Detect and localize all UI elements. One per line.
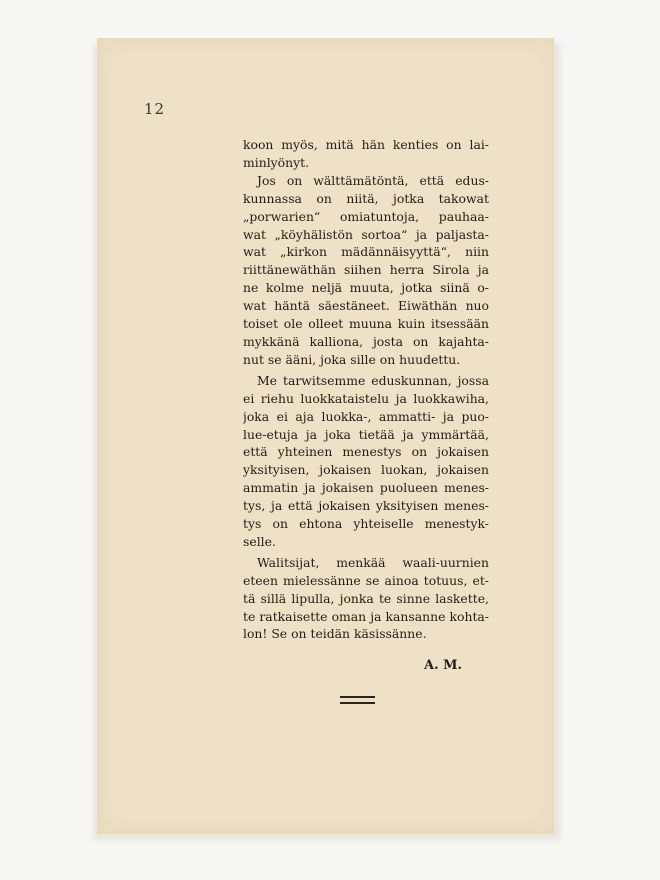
text-line: Walitsijat, menkää waali-uurnien [257, 554, 489, 570]
text-line: kunnassa on niitä, jotka takowat [243, 190, 489, 206]
text-line: minlyönyt. [243, 154, 310, 170]
page-number: 12 [144, 100, 166, 118]
text-line: nut se ääni, joka sille on huudettu. [243, 351, 461, 367]
text-line: wat häntä säestäneet. Eiwäthän nuo [243, 298, 489, 314]
body-text [243, 136, 489, 643]
text-line: yksityisen, jokaisen luokan, jokaisen [243, 462, 489, 478]
text-line: tys, ja että jokaisen yksityisen menes- [243, 498, 489, 514]
text-line: että yhteinen menestys on jokaisen [243, 444, 489, 460]
text-line: ei riehu luokkataistelu ja luokkawiha, [243, 390, 489, 406]
text-line: Me tarwitsemme eduskunnan, jossa [257, 372, 489, 388]
text-line: wat „kirkon mädännäisyyttä“, niin [243, 244, 489, 260]
closing-rule-top [340, 696, 375, 698]
text-line: te ratkaisette oman ja kansanne kohta- [243, 608, 489, 624]
text-line: mykkänä kalliona, josta on kajahta- [243, 333, 489, 349]
text-line: lon! Se on teidän käsissänne. [243, 626, 427, 642]
text-line: ne kolme neljä muuta, jotka siinä o- [243, 280, 489, 296]
closing-rule-bottom [340, 702, 375, 704]
text-line: joka ei aja luokka-, ammatti- ja puo- [243, 408, 489, 424]
text-line: riittänewäthän siihen herra Sirola ja [243, 262, 489, 278]
text-line: selle. [243, 533, 276, 549]
text-line: lue-etuja ja joka tietää ja ymmärtää, [243, 426, 489, 442]
text-line: eteen mielessänne se ainoa totuus, et- [243, 572, 489, 588]
text-line: wat „köyhälistön sortoa“ ja paljasta- [243, 226, 489, 242]
text-line: Jos on wälttämätöntä, että edus- [257, 172, 489, 188]
text-line: tä sillä lipulla, jonka te sinne laskette, [243, 590, 489, 606]
signature-initials: A. M. [424, 658, 463, 673]
text-line: „porwarien“ omiatuntoja, pauhaa- [243, 208, 489, 224]
text-line: koon myös, mitä hän kenties on lai- [243, 137, 489, 152]
text-line: ammatin ja jokaisen puolueen menes- [243, 480, 489, 496]
text-line: toiset ole olleet muuna kuin itsessään [243, 316, 489, 332]
text-line: tys on ehtona yhteiselle menestyk- [243, 516, 489, 532]
